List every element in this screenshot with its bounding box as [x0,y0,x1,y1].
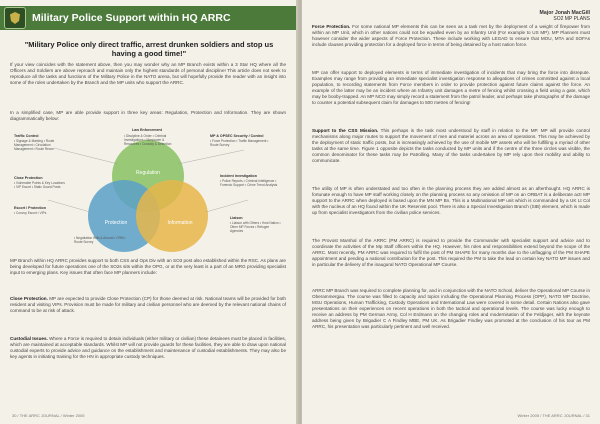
information-circle [136,180,208,252]
support-paragraph: MP Branch within HQ ARRC provides support to both CSS and Ops Div with an SO3 post also established within the RSC. As plans are being developed for future operations one of the SO2s sits within the OPG, or at the very least is a part of an MRG providing specialist input to emerging plans. Key issues that often face MP planners include: [10,258,286,275]
article-banner [0,6,298,30]
css-mission-paragraph [312,128,590,164]
liaison-items: • Liaison with Others • Host Nation • Other MP Forces • Refugee Agencies [230,221,281,233]
article-title: Military Police Support within HQ ARRC [32,12,231,24]
custodial-paragraph [10,336,286,360]
law-enforcement-title: Law Enforcement [132,128,162,132]
utility-paragraph: The utility of MP is often understated and too often in the planning process they are added almost as an afterthought. HQ ARRC is fortunate enough to have MP staff working closely on the planning process so any omission of MP on an ORBAT is a deliberate act! MP support to the ARRC when deployed is based upon the MN MP Bn. This is a Multinational MP unit which is commanded by a UK Lt Col with the nucleus of an HQ found within the UK Reservist pool. There is also a Special Investigation Branch (SIB) element, which is made up from specialist investigators from the civilian police services. [312,186,590,215]
left-page [0,0,298,424]
incident-items: • Police Reports • Criminal Intelligence • Forensic Support • Crime Trend Analysis [220,179,278,187]
escort-title: Escort / Protection [14,206,46,210]
arrc-badge-icon [4,7,26,29]
provost-paragraph: The Provost Marshal of the ARRC (PM ARRC) is required to provide the Commander with specialist support and advice and to coordinate the activities of the Mp Staff officers within the HQ. However, his roles and responsibilities extend beyond the scope of the ARRC. Most recently, PM ARRC was required to fulfil the post of PM SHAPE for many months due to the unflagging of the PM SHAPE appointment and pending a national contribution for the post. This required the PM to take the lead on certain key NATO MP issues and in particular the delivery of the inaugural NATO Operational MP Course. [312,238,590,267]
close-protection-items: • Vulnerable Points & Key Locations • VIP Escort • Static Guard Posts [14,181,65,189]
custodial-text: Where a Force is required to detain individuals (either military or civilian) these detainees must be placed in facilities, which are maintained at acceptable standards. Whilst MP will not provide guards for these facilities, they are able to draw upon national custodial experts to provide advice and guidance on the establishment and maintenance of custodial establishments. They may also be key agents in initiating training for the HN in appropriate custody techniques. [10,336,286,359]
author-name: Major Jonah MacGill [539,10,590,16]
mp-opsec-items: • Force Protection • Traffic Management • Route Survey [210,139,269,147]
css-mission-heading: Support to the CSS Mission. [312,128,379,133]
close-protection-title: Close Protection [14,176,43,180]
protection-label: Protection [104,220,128,226]
escort-items: • Convoy Escort • VIPs [14,211,47,215]
traffic-control-items: • Signage & Marking • Route Management • Circulation Management • Route Recce [14,139,55,151]
close-protection-heading: Close Protection. [10,296,48,301]
regulation-label: Regulation [136,170,160,176]
force-protection-text: For some national MP elements this can be seen as a task met by the deployment of a weight of firepower from within an MP Unit, which in other nations could not be equalled even by an Infantry Unit (For example to US MP). MP Planners must however consider the wider aspects of Force Protection. These include working with LEGAD to ensure that MOU, MTA and SOFAs include clauses providing protection for a deployed force in terms of being detained by a host nation force. [312,24,591,47]
author-block [540,10,590,22]
incident-title: Incident Investigation [220,174,257,178]
close-protection-text: MP are expected to provide Close Protection (CP) for those deemed at risk. National teams will be provided for both resident and visiting VIPs. Provision must be made for military and civilian personnel who are deemed by the relevant national chains of command to be at risk of attack. [10,296,286,313]
close-protection-paragraph [10,296,286,314]
custodial-heading: Custodial Issues. [10,336,48,341]
right-page [302,0,600,424]
traffic-control-title: Traffic Control [14,134,39,138]
course-paragraph: ARRC MP Branch was required to complete planning for, and in conjunction with the NATO School, deliver the Operational MP Course in Oberammergau. The course was filled to capacity and topics including the Operational Planning Process (OPP), NATO MP Doctrine, MSU Operations, Human Trafficking, Custody Operations and International Law were covered in some detail. Certain Nations also gave presentations on their experiences on recent operations in both the tactical and operational levels. The course was lucky enough to receive an address by PM German Army, Col H Erdmann on the changing roles and modernisation of the Feldjager, with the keynote address being given by Brigadier C A Findley MBE, PM UK. As Brigadier Findley was promoted at the conclusion of his tour as PM ARRC, his presentation was particularly pertinent and well received. [312,288,590,329]
information-label: Information [167,220,193,226]
force-protection-heading: Force Protection. [312,24,351,29]
right-footer: Winter 2005 / THE ARRC JOURNAL / 31 [517,413,590,418]
intro-paragraph-2: In a simplified case, MP are able provide support in three key areas: Regulation, Protection and Information. They are shown diagrammatically below: [10,110,286,121]
force-protection-paragraph [312,24,590,48]
venn-diagram [14,128,282,252]
counter-claims-paragraph: MP can offer support to deployed elements in terms of immediate investigation of incidents that may bring the force into disrepute. Examples may range from providing an immediate specialist investigation response to allegations of crimes committed against a local population, to recording statements from Force members in order to provide protection against future claims against the force. An example of the latter may be an incident where an Infantry unit damages a metre of fencing whilst crossing a field using a gate, which may be booby-trapped. An MP NCO may simply record a statement from the patrol leader, and perhaps take photographs of the damage to counter a potential subsequent claim for damages to 500 metres of fencing! [312,70,590,105]
left-footer: 30 / THE ARRC JOURNAL / Winter 2005 [12,413,85,418]
css-mission-text: This perhaps is the task most understood by staff in relation to the MP. MP will provide control mechanisms along major routes to support the movement of men and materiel across an area of operations. This may be achieved by the deployment of static traffic posts, but is increasingly achieved by the use of mobile MP assets who will be fulfilling a myriad of other tasks at the same time. Figure 1 opposite depicts the tasks conducted by MP units and if the centre of the three circles was visible, the common denominator for these tasks may be Patrolling. Many of the tasks undertaken by MP rely upon their mobility and ability to communicate. [312,128,590,163]
law-enforcement-items: • Discipline & Order • Criminal Investigations • Manpower & Resources • Custody & Detention [124,134,172,146]
liaison-title: Liaison [230,216,243,220]
pull-quote: "Military Police only direct traffic, arrest drunken soldiers and stop us having a good time!" [24,40,274,58]
bottom-items: • Negotiation With & Around • CRM • Route Survey [74,236,126,244]
mp-opsec-title: MP & OPSEC Security / Control [210,134,264,138]
author-role: SO2 MP PLANS [553,16,590,22]
intro-paragraph: If your view coincides with the statement above, then you may wonder why an MP Branch exists within a 3 Star HQ where all the Officers and Soldiers are above reproach and maintain only the highest standards of personal discipline! This article does not seek to reproduce all the tasks and functions of the Military Police in the NATO arena, but will hopefully provide the reader with an insight into some of the roles undertaken by the Branch and the MP units who support the ARRC. [10,62,286,85]
